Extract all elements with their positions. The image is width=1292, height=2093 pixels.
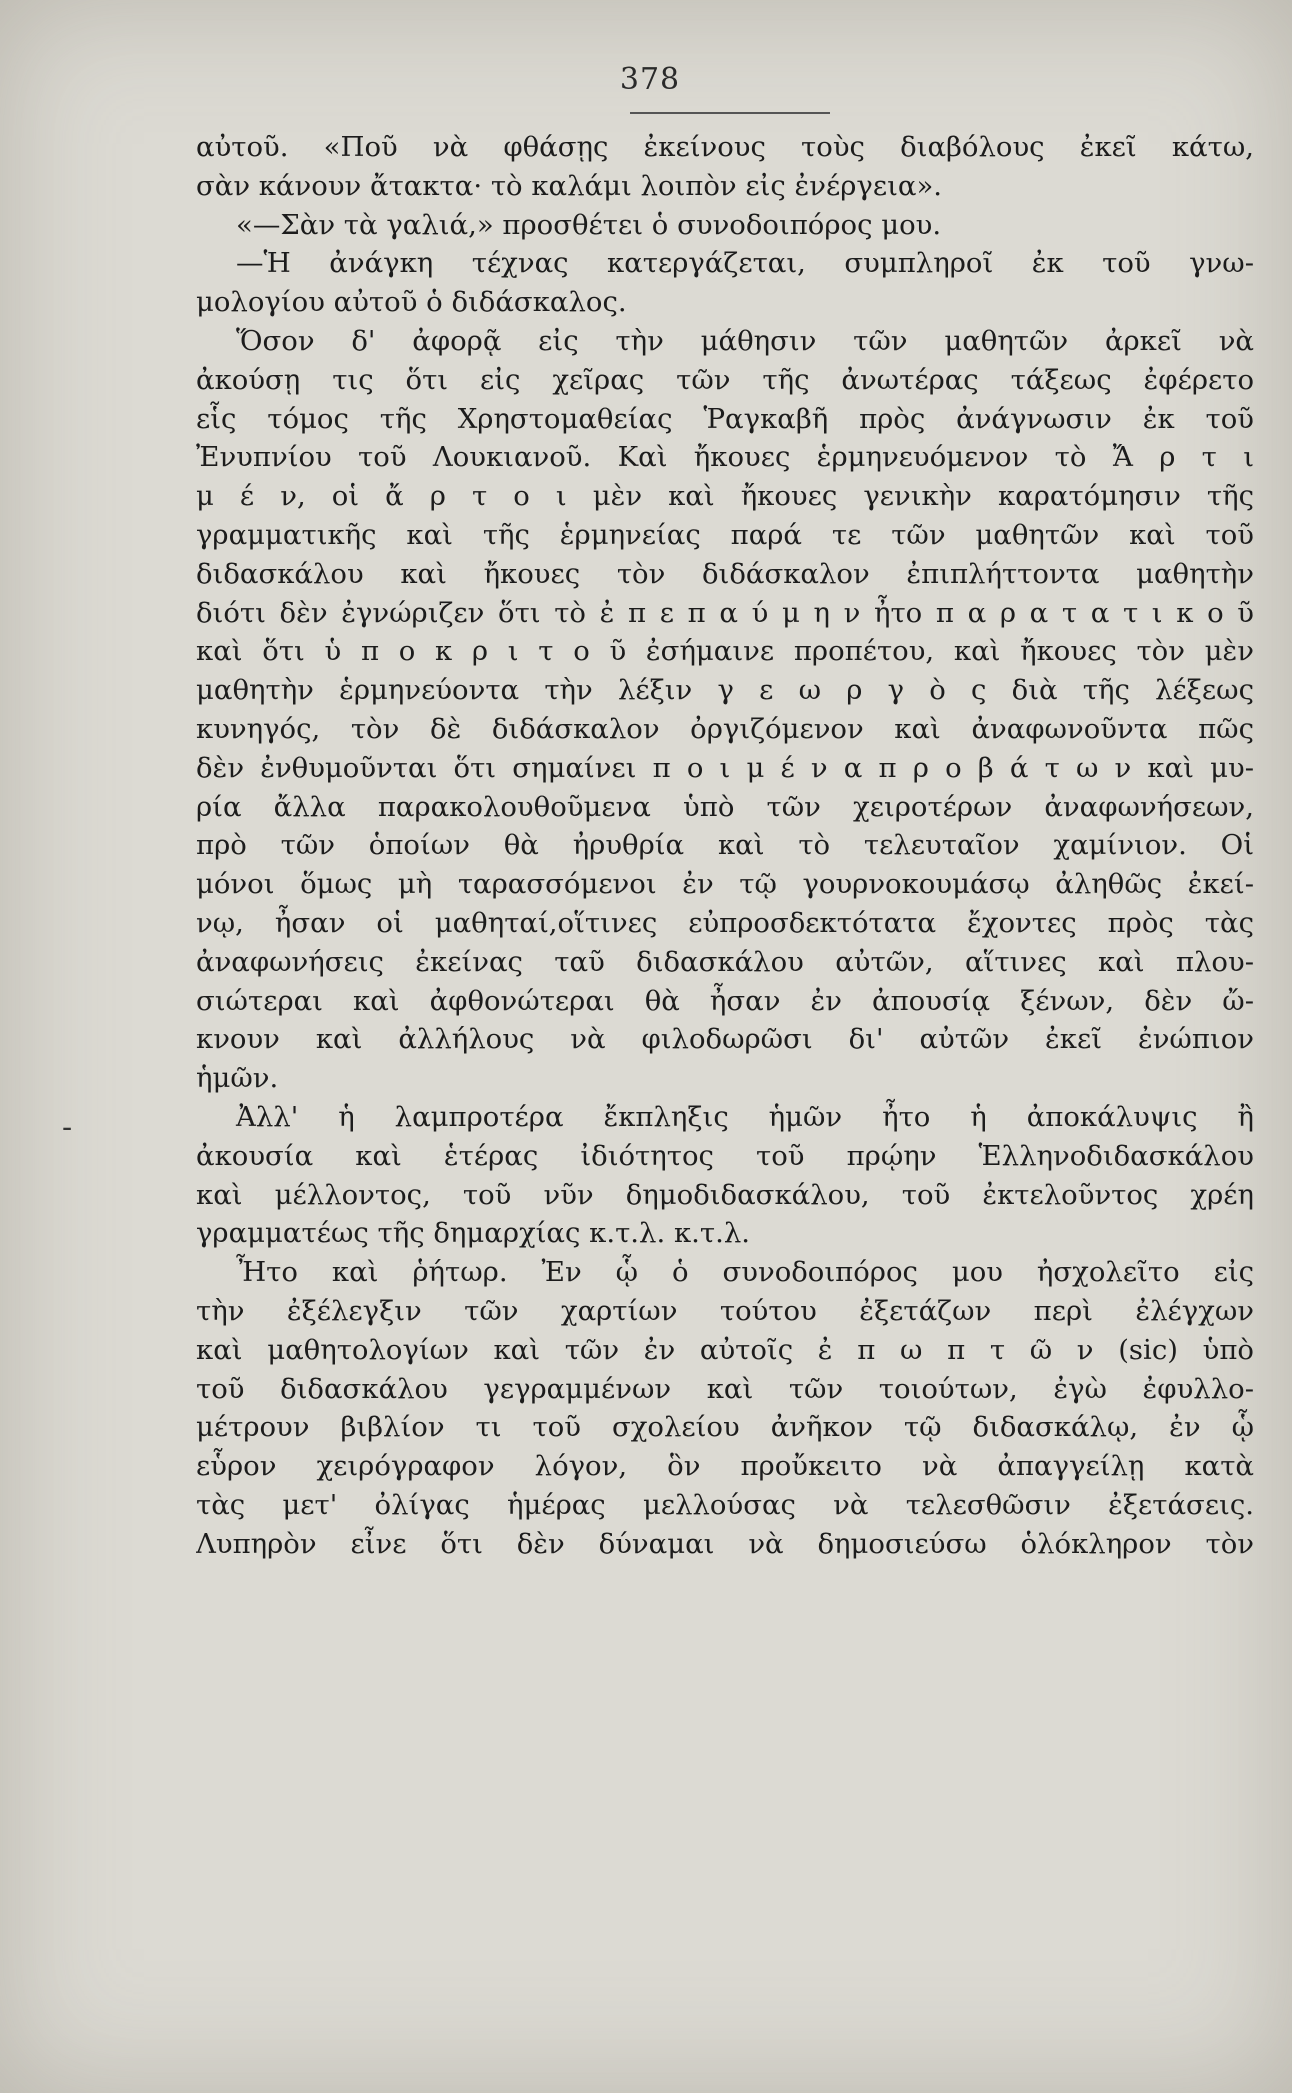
text-line: Λυπηρὸν εἶνε ὅτι δὲν δύναμαι νὰ δημοσιεύσω ὁλόκληρον τὸν	[196, 1527, 1254, 1560]
text-line: ἀναφωνήσεις ἐκείνας ταῦ διδασκάλου αὐτῶν, αἵτινες καὶ πλου-	[196, 945, 1254, 978]
text-line: σὰν κάνουν ἄτακτα· τὸ καλάμι λοιπὸν εἰς ἐνέργεια».	[196, 169, 943, 202]
text-line: μέτρουν βιβλίον τι τοῦ σχολείου ἀνῆκον τῷ διδασκάλῳ, ἐν ᾧ	[196, 1411, 1254, 1444]
text-line: τοῦ διδασκάλου γεγραμμένων καὶ τῶν τοιούτων, ἐγὼ ἐφυλλο-	[196, 1372, 1254, 1405]
text-line: μολογίου αὐτοῦ ὁ διδάσκαλος.	[196, 286, 627, 319]
body-text	[196, 128, 1254, 1563]
text-line: τὰς μετ' ὀλίγας ἡμέρας μελλούσας νὰ τελεσθῶσιν ἐξετάσεις.	[196, 1488, 1254, 1521]
text-line: Ὅσον δ' ἀφορᾷ εἰς τὴν μάθησιν τῶν μαθητῶν ἀρκεῖ νὰ	[236, 324, 1254, 357]
text-line: κυνηγός, τὸν δὲ διδάσκαλον ὀργιζόμενον καὶ ἀναφωνοῦντα πῶς	[196, 712, 1254, 745]
text-line: μαθητὴν ἑρμηνεύοντα τὴν λέξιν γ ε ω ρ γ ὸ ς διὰ τῆς λέξεως	[196, 674, 1254, 707]
text-line: μ έ ν, οἱ ἄ ρ τ ο ι μὲν καὶ ἤκουες γενικὴν καρατόμησιν τῆς	[196, 480, 1254, 513]
text-line: γραμματικῆς καὶ τῆς ἑρμηνείας παρά τε τῶν μαθητῶν καὶ τοῦ	[196, 518, 1254, 551]
text-line: καὶ μαθητολογίων καὶ τῶν ἐν αὐτοῖς ἐ π ω π τ ῶ ν (sic) ὑπὸ	[196, 1333, 1254, 1366]
text-line: νῳ, ἦσαν οἱ μαθηταί,οἵτινες εὐπροσδεκτότατα ἔχοντες πρὸς τὰς	[196, 906, 1254, 939]
text-line: σιώτεραι καὶ ἀφθονώτεραι θὰ ἦσαν ἐν ἀπουσίᾳ ξένων, δὲν ὤ-	[196, 984, 1254, 1017]
text-line: Ἦτο καὶ ῥήτωρ. Ἐν ᾧ ὁ συνοδοιπόρος μου ἠσχολεῖτο εἰς	[236, 1256, 1254, 1289]
text-line: εἷς τόμος τῆς Χρηστομαθείας Ῥαγκαβῆ πρὸς ἀνάγνωσιν ἐκ τοῦ	[196, 402, 1254, 435]
text-line: αὐτοῦ. «Ποῦ νὰ φθάσῃς ἐκείνους τοὺς διαβόλους ἐκεῖ κάτω,	[196, 131, 1254, 163]
text-line: Ἐνυπνίου τοῦ Λουκιανοῦ. Καὶ ἤκουες ἑρμηνευόμενον τὸ Ἄ ρ τ ι	[196, 441, 1254, 474]
text-line: «—Σὰν τὰ γαλιά,» προσθέτει ὁ συνοδοιπόρος μου.	[236, 208, 942, 241]
text-line: ἀκούσῃ τις ὅτι εἰς χεῖρας τῶν τῆς ἀνωτέρας τάξεως ἐφέρετο	[196, 363, 1254, 396]
text-line: γραμματέως τῆς δημαρχίας κ.τ.λ. κ.τ.λ.	[196, 1217, 751, 1250]
text-line: κνουν καὶ ἀλλήλους νὰ φιλοδωρῶσι δι' αὐτῶν ἐκεῖ ἐνώπιον	[196, 1023, 1254, 1056]
text-line: διδασκάλου καὶ ἤκουες τὸν διδάσκαλον ἐπιπλήττοντα μαθητὴν	[196, 557, 1254, 590]
text-line: καὶ ὅτι ὑ π ο κ ρ ι τ ο ῦ ἐσήμαινε προπέτου, καὶ ἤκουες τὸν μὲν	[196, 635, 1254, 668]
page-number-rule	[630, 112, 830, 114]
page-number: 378	[619, 62, 681, 97]
text-line: μόνοι ὅμως μὴ ταρασσόμενοι ἐν τῷ γουρνοκουμάσῳ ἀληθῶς ἐκεί-	[196, 868, 1254, 901]
text-line: ρία ἄλλα παρακολουθοῦμενα ὑπὸ τῶν χειροτέρων ἀναφωνήσεων,	[196, 790, 1254, 823]
text-line: δὲν ἐνθυμοῦνται ὅτι σημαίνει π ο ι μ έ ν α π ρ ο β ά τ ω ν καὶ μυ-	[196, 751, 1254, 784]
text-line: εὗρον χειρόγραφον λόγον, ὃν προὔκειτο νὰ ἀπαγγείλῃ κατὰ	[196, 1450, 1254, 1483]
text-line: —Ἡ ἀνάγκη τέχνας κατεργάζεται, συμπληροῖ ἐκ τοῦ γνω-	[236, 247, 1254, 280]
text-line: ἀκουσία καὶ ἑτέρας ἰδιότητος τοῦ πρῴην Ἑλληνοδιδασκάλου	[196, 1139, 1254, 1172]
text-line: καὶ μέλλοντος, τοῦ νῦν δημοδιδασκάλου, τοῦ ἐκτελοῦντος χρέη	[196, 1178, 1254, 1211]
text-line: τὴν ἐξέλεγξιν τῶν χαρτίων τούτου ἐξετάζων περὶ ἐλέγχων	[196, 1294, 1254, 1327]
text-line: πρὸ τῶν ὁποίων θὰ ἠρυθρία καὶ τὸ τελευταῖον χαμίνιον. Οἱ	[196, 829, 1254, 862]
text-line: διότι δὲν ἐγνώριζεν ὅτι τὸ ἐ π ε π α ύ μ η ν ἦτο π α ρ α τ α τ ι κ ο ῦ	[196, 596, 1254, 629]
margin-mark: -	[62, 1110, 73, 1145]
text-line: ἡμῶν.	[196, 1062, 279, 1095]
text-line: Ἀλλ' ἡ λαμπροτέρα ἔκπληξις ἡμῶν ἦτο ἡ ἀποκάλυψις ἢ	[236, 1100, 1254, 1133]
